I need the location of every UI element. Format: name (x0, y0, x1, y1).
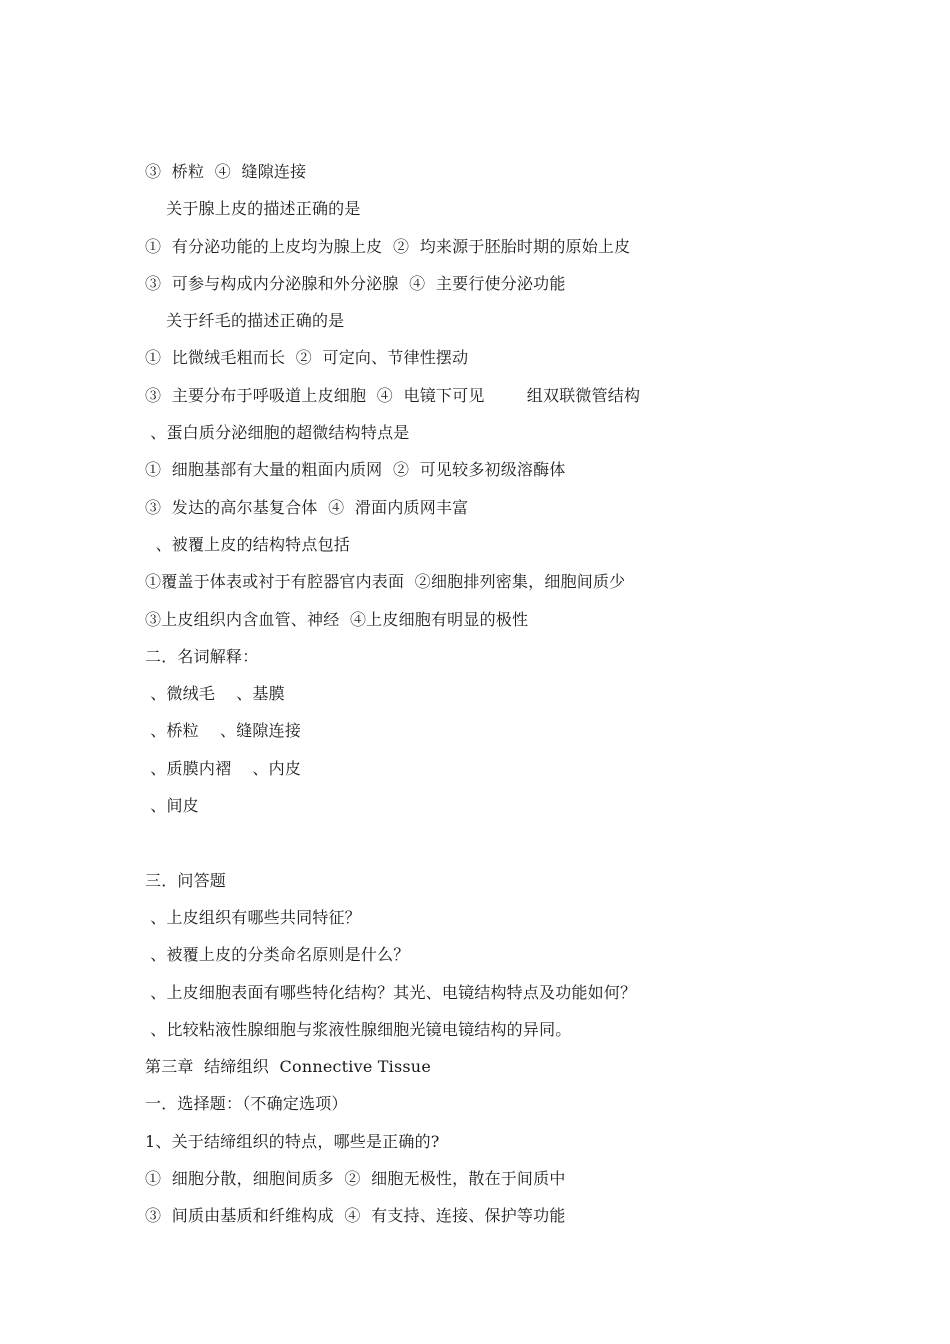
question-stem: 关于腺上皮的描述正确的是 (145, 199, 361, 219)
question-item: 、被覆上皮的分类命名原则是什么？ (145, 945, 410, 965)
section-heading: 三．问答题 (145, 870, 227, 890)
text-line: ③ 可参与构成内分泌腺和外分泌腺 ④ 主要行使分泌功能 (145, 273, 566, 293)
section-heading: 二．名词解释： (145, 646, 259, 666)
question-stem: 、被覆上皮的结构特点包括 (145, 534, 350, 554)
text-line: ③上皮组织内含血管、神经 ④上皮细胞有明显的极性 (145, 609, 529, 629)
text-line: ① 比微绒毛粗而长 ② 可定向、节律性摆动 (145, 348, 469, 368)
question-item: 、比较粘液性腺细胞与浆液性腺细胞光镜电镜结构的异同。 (145, 1019, 572, 1039)
text-line: ③ 主要分布于呼吸道上皮细胞 ④ 电镜下可见 组双联微管结构 (145, 385, 641, 405)
question-stem: 、蛋白质分泌细胞的超微结构特点是 (145, 423, 410, 443)
question-item: 、上皮细胞表面有哪些特化结构？其光、电镜结构特点及功能如何？ (145, 982, 637, 1002)
text-line: ① 细胞分散，细胞间质多 ② 细胞无极性，散在于间质中 (145, 1169, 566, 1189)
text-line: ③ 发达的高尔基复合体 ④ 滑面内质网丰富 (145, 497, 469, 517)
term-item: 、质膜内褶 、内皮 (145, 758, 302, 778)
text-line: ① 有分泌功能的上皮均为腺上皮 ② 均来源于胚胎时期的原始上皮 (145, 236, 631, 256)
term-item: 、桥粒 、缝隙连接 (145, 721, 302, 741)
text-line: ③ 桥粒 ④ 缝隙连接 (145, 162, 307, 181)
question-stem: 关于纤毛的描述正确的是 (145, 311, 345, 331)
text-line: ①覆盖于体表或衬于有腔器官内表面 ②细胞排列密集，细胞间质少 (145, 572, 626, 592)
term-item: 、微绒毛 、基膜 (145, 684, 285, 704)
section-heading: 一．选择题：（不确定选项） (145, 1094, 348, 1114)
term-item: 、间皮 (145, 796, 199, 816)
text-body (145, 159, 845, 1241)
text-line: ① 细胞基部有大量的粗面内质网 ② 可见较多初级溶酶体 (145, 460, 566, 480)
question-item: 、上皮组织有哪些共同特征？ (145, 907, 361, 927)
blank-line (145, 830, 845, 867)
text-line: ③ 间质由基质和纤维构成 ④ 有支持、连接、保护等功能 (145, 1206, 566, 1226)
question-stem: 1、关于结缔组织的特点，哪些是正确的? (145, 1131, 440, 1151)
chapter-heading: 第三章 结缔组织 Connective Tissue (145, 1057, 431, 1077)
